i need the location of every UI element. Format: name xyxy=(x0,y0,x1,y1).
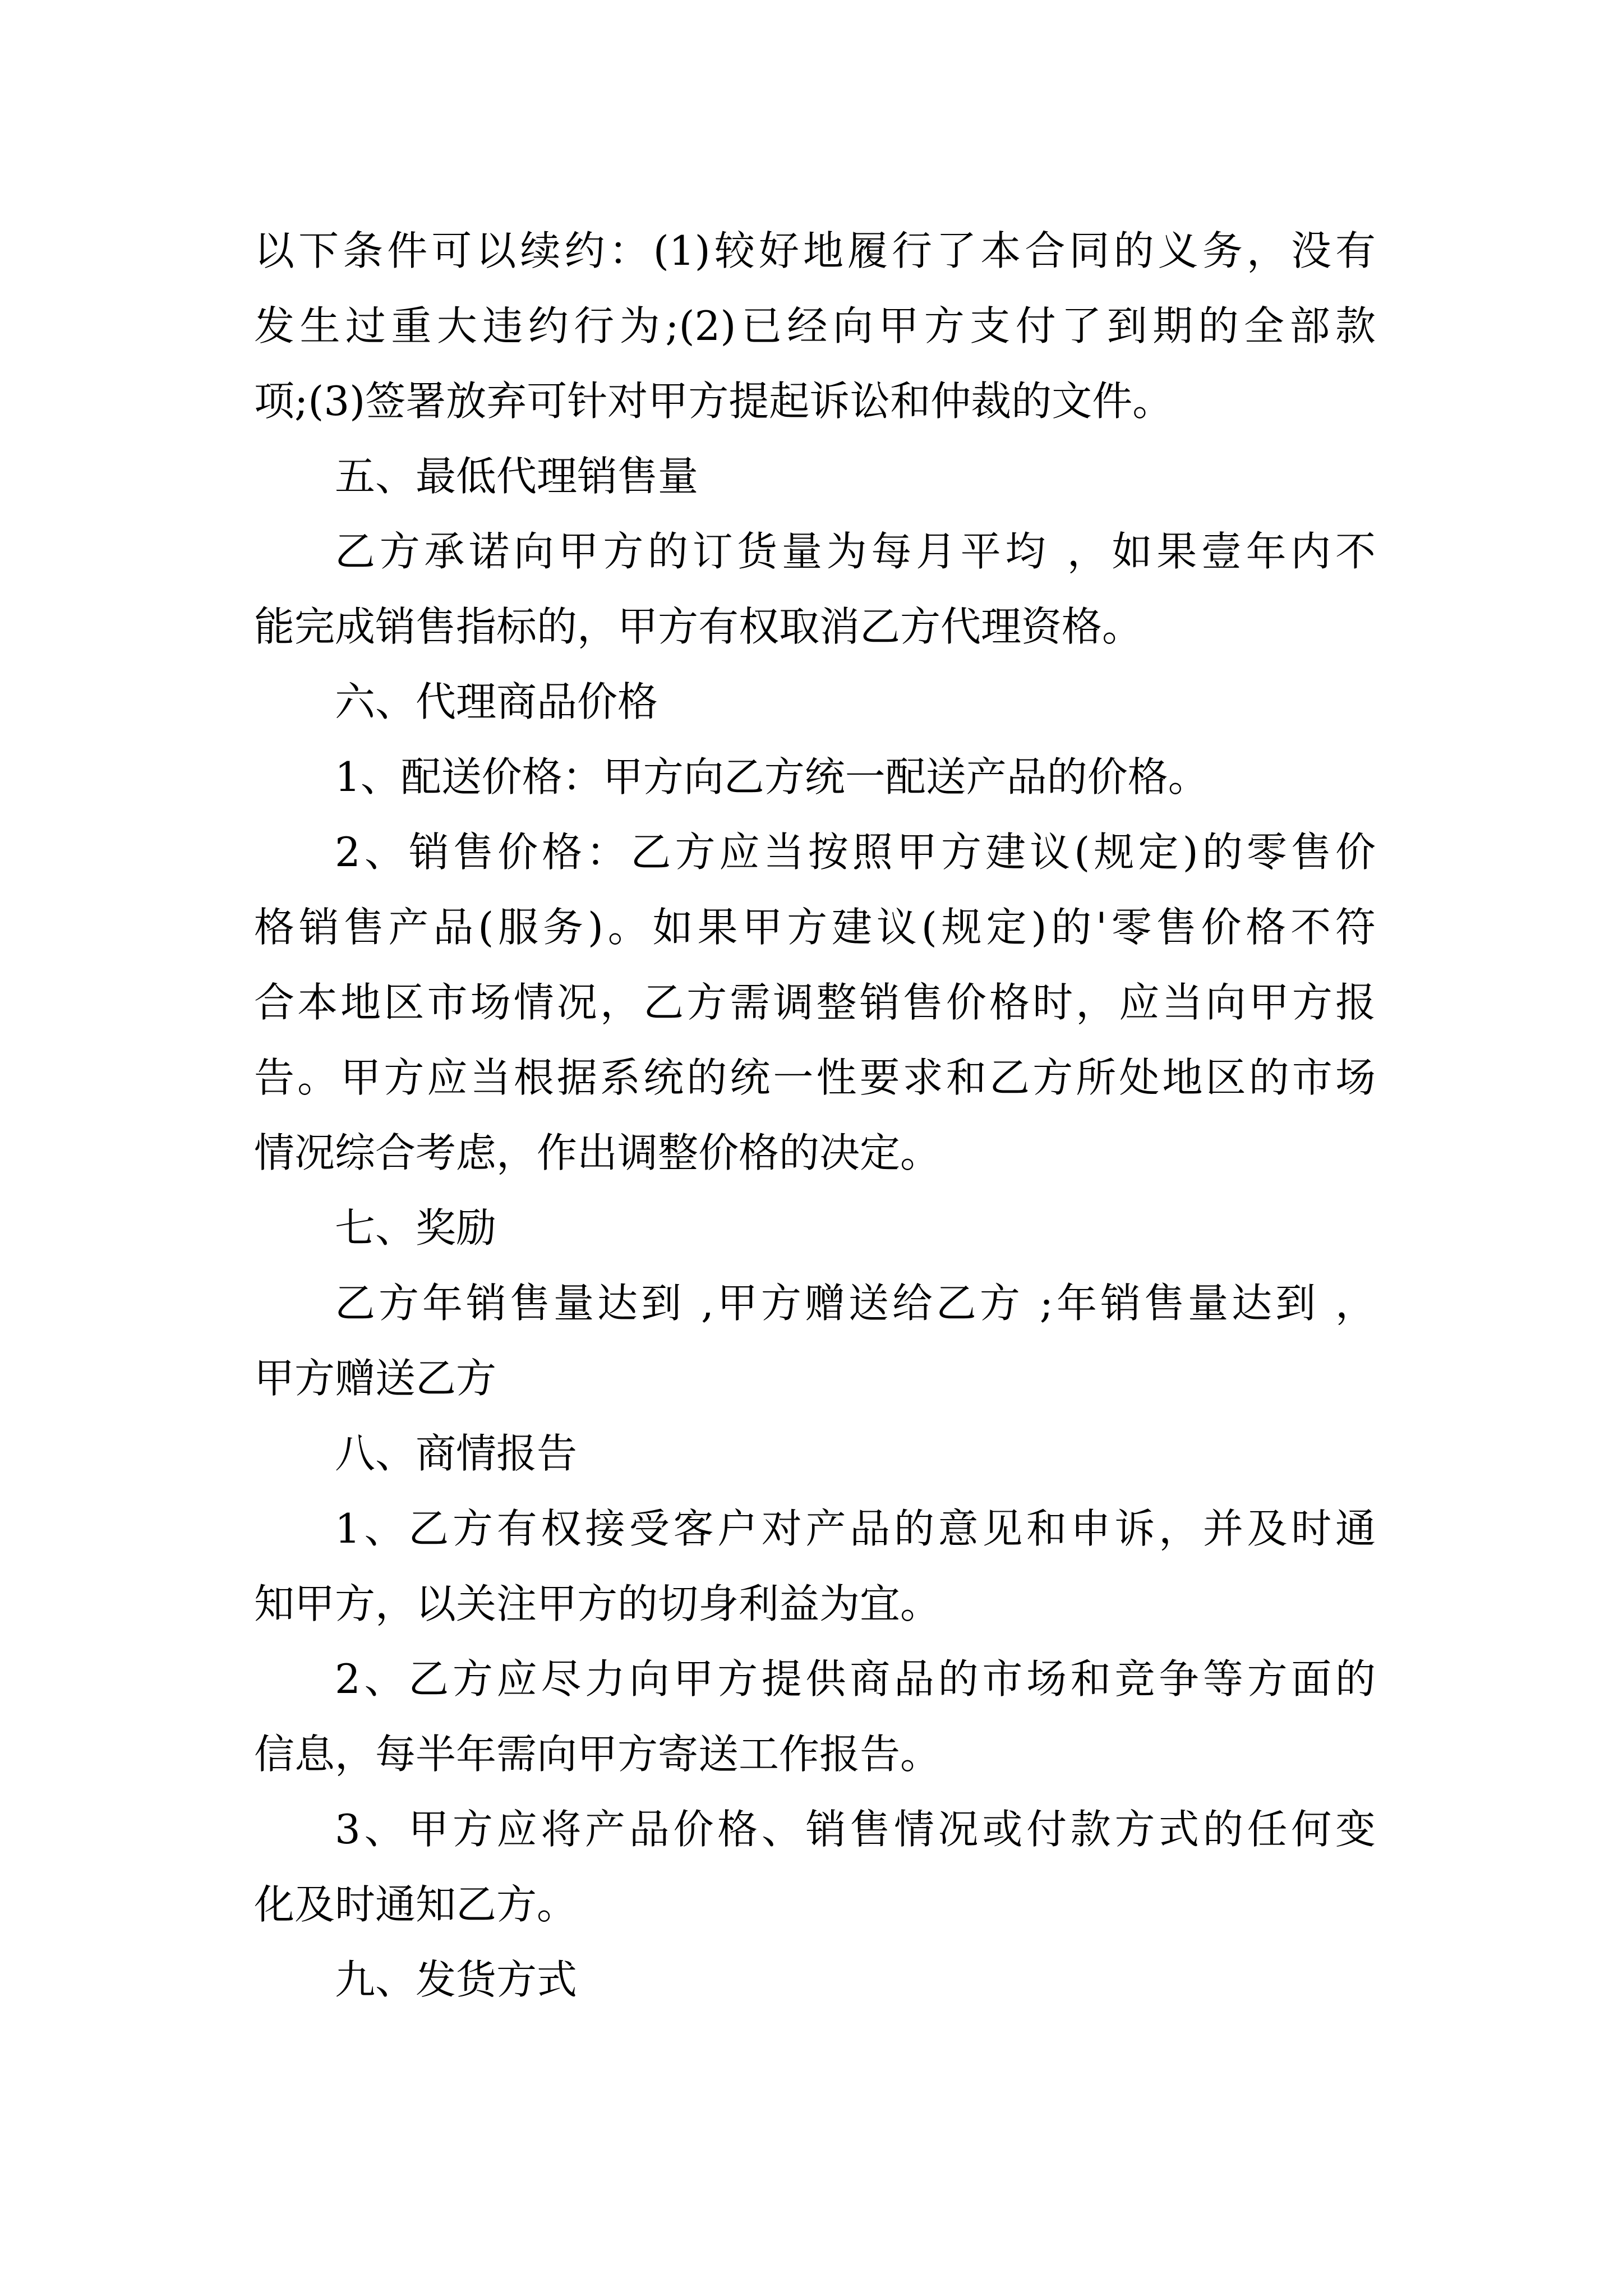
paragraph-line: 1、乙方有权接受客户对产品的意见和申诉，并及时通 xyxy=(335,1505,1376,1552)
paragraph-line: 3、甲方应将产品价格、销售情况或付款方式的任何变 xyxy=(335,1806,1376,1853)
paragraph-line: 2、乙方应尽力向甲方提供商品的市场和竞争等方面的 xyxy=(335,1655,1376,1703)
paragraph-line: 合本地区市场情况，乙方需调整销售价格时，应当向甲方报 xyxy=(254,979,1376,1026)
paragraph-line: 情况综合考虑，作出调整价格的决定。 xyxy=(254,1129,941,1176)
section-heading-7: 七、奖励 xyxy=(335,1204,497,1251)
section-heading-6: 六、代理商品价格 xyxy=(335,678,658,725)
paragraph-line: 以下条件可以续约：(1)较好地履行了本合同的义务，没有 xyxy=(254,227,1376,274)
paragraph-line: 知甲方，以关注甲方的切身利益为宜。 xyxy=(254,1580,941,1627)
paragraph-line: 甲方赠送乙方 xyxy=(254,1355,497,1402)
section-heading-9: 九、发货方式 xyxy=(335,1956,578,2003)
paragraph-line: 1、配送价格：甲方向乙方统一配送产品的价格。 xyxy=(335,753,1209,800)
paragraph-line: 化及时通知乙方。 xyxy=(254,1881,578,1928)
paragraph-line: 2、销售价格：乙方应当按照甲方建议(规定)的零售价 xyxy=(335,829,1376,876)
paragraph-line: 信息，每半年需向甲方寄送工作报告。 xyxy=(254,1731,941,1778)
document-body xyxy=(254,213,1376,2017)
section-heading-8: 八、商情报告 xyxy=(335,1430,578,1477)
paragraph-line: 项;(3)签署放弃可针对甲方提起诉讼和仲裁的文件。 xyxy=(254,378,1173,425)
paragraph-line: 乙方承诺向甲方的订货量为每月平均 ，如果壹年内不 xyxy=(335,528,1376,575)
paragraph-line: 告。甲方应当根据系统的统一性要求和乙方所处地区的市场 xyxy=(254,1054,1376,1101)
section-heading-5: 五、最低代理销售量 xyxy=(335,453,699,500)
paragraph-line: 发生过重大违约行为;(2)已经向甲方支付了到期的全部款 xyxy=(254,302,1376,349)
paragraph-line: 乙方年销售量达到 ,甲方赠送给乙方 ;年销售量达到 ， xyxy=(335,1280,1376,1327)
paragraph-line: 能完成销售指标的，甲方有权取消乙方代理资格。 xyxy=(254,603,1143,650)
paragraph-line: 格销售产品(服务)。如果甲方建议(规定)的'零售价格不符 xyxy=(254,904,1376,951)
